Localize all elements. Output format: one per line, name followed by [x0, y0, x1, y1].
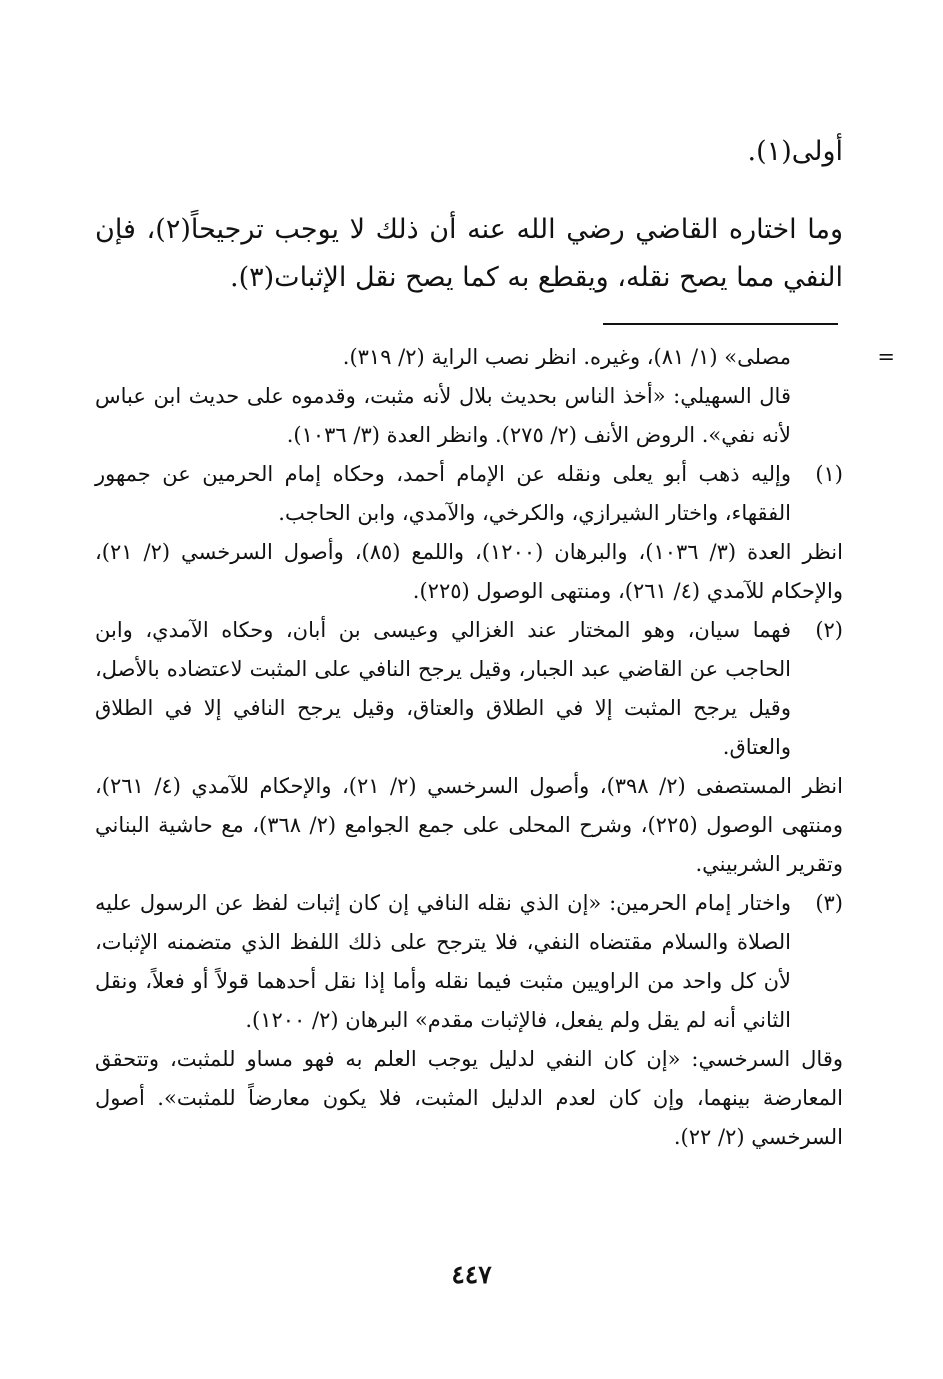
footnote-continuation: [95, 338, 895, 377]
footnotes: [95, 338, 895, 1157]
footnote-separator: [603, 323, 838, 325]
footnote-1: [95, 455, 843, 533]
footnote-3: [95, 884, 843, 1040]
continuation-text-1: مصلى» (١/ ٨١)، وغيره. انظر نصب الراية (٢/ ٣١٩).: [342, 345, 791, 369]
continuation-marker: =: [877, 345, 895, 369]
footnote-2: [95, 611, 843, 767]
footnote-3-text: واختار إمام الحرمين: «إن الذي نقله النافي إن كان إثبات لفظ عن الرسول عليه الصلاة والسلام مقتضاه النفي، فلا يترجح على ذلك اللفظ الذي متضمنه الإثبات، لأن كل واحد من الراويين مثبت فيما نقله وأما إذا نقل أحدهما قولاً أو فعلاً، ونقل الثاني أنه لم يقل ولم يفعل، فالإثبات مقدم» البرهان (٢/ ١٢٠٠).: [95, 891, 791, 1032]
footnote-number: (٣): [815, 891, 843, 915]
footnote-number: (٢): [815, 618, 843, 642]
footnote-1-references: انظر العدة (٣/ ١٠٣٦)، والبرهان (١٢٠٠)، واللمع (٨٥)، وأصول السرخسي (٢/ ٢١)، والإحكام للآمدي (٤/ ٢٦١)، ومنتهى الوصول (٢٢٥).: [95, 540, 843, 603]
main-text-paragraph: وما اختاره القاضي رضي الله عنه أن ذلك لا يوجب ترجيحاً(٢)، فإن النفي مما يصح نقله، ويقطع به كما يصح نقل الإثبات(٣).: [95, 214, 843, 293]
footnote-number: (١): [815, 462, 843, 486]
footnote-3-sarakhsi: وقال السرخسي: «إن كان النفي لدليل يوجب العلم به فهو مساو للمثبت، وتتحقق المعارضة بينهما، وإن كان لعدم الدليل المثبت، فلا يكون معارضاً للمثبت». أصول السرخسي (٢/ ٢٢).: [95, 1047, 843, 1149]
page-number: ٤٤٧: [451, 1260, 492, 1289]
footnote-2-references: انظر المستصفى (٢/ ٣٩٨)، وأصول السرخسي (٢/ ٢١)، والإحكام للآمدي (٤/ ٢٦١)، ومنتهى الوصول (٢٢٥)، وشرح المحلى على جمع الجوامع (٢/ ٣٦٨)، مع حاشية البناني وتقرير الشربيني.: [95, 774, 843, 876]
footnote-1-text: وإليه ذهب أبو يعلى ونقله عن الإمام أحمد، وحكاه إمام الحرمين عن جمهور الفقهاء، واختار الشيرازي، والكرخي، والآمدي، وابن الحاجب.: [95, 462, 791, 525]
main-text-line-1: أولى(١).: [747, 136, 843, 167]
continuation-text-2: قال السهيلي: «أخذ الناس بحديث بلال لأنه مثبت، وقدموه على حديث ابن عباس لأنه نفي». الروض الأنف (٢/ ٢٧٥). وانظر العدة (٣/ ١٠٣٦).: [95, 384, 791, 447]
footnote-2-text: فهما سيان، وهو المختار عند الغزالي وعيسى بن أبان، وحكاه الآمدي، وابن الحاجب عن القاضي عبد الجبار، وقيل يرجح النافي على المثبت لاعتضاده بالأصل، وقيل يرجح المثبت إلا في الطلاق والعتاق، وقيل يرجح النافي إلا في الطلاق والعتاق.: [95, 618, 791, 759]
